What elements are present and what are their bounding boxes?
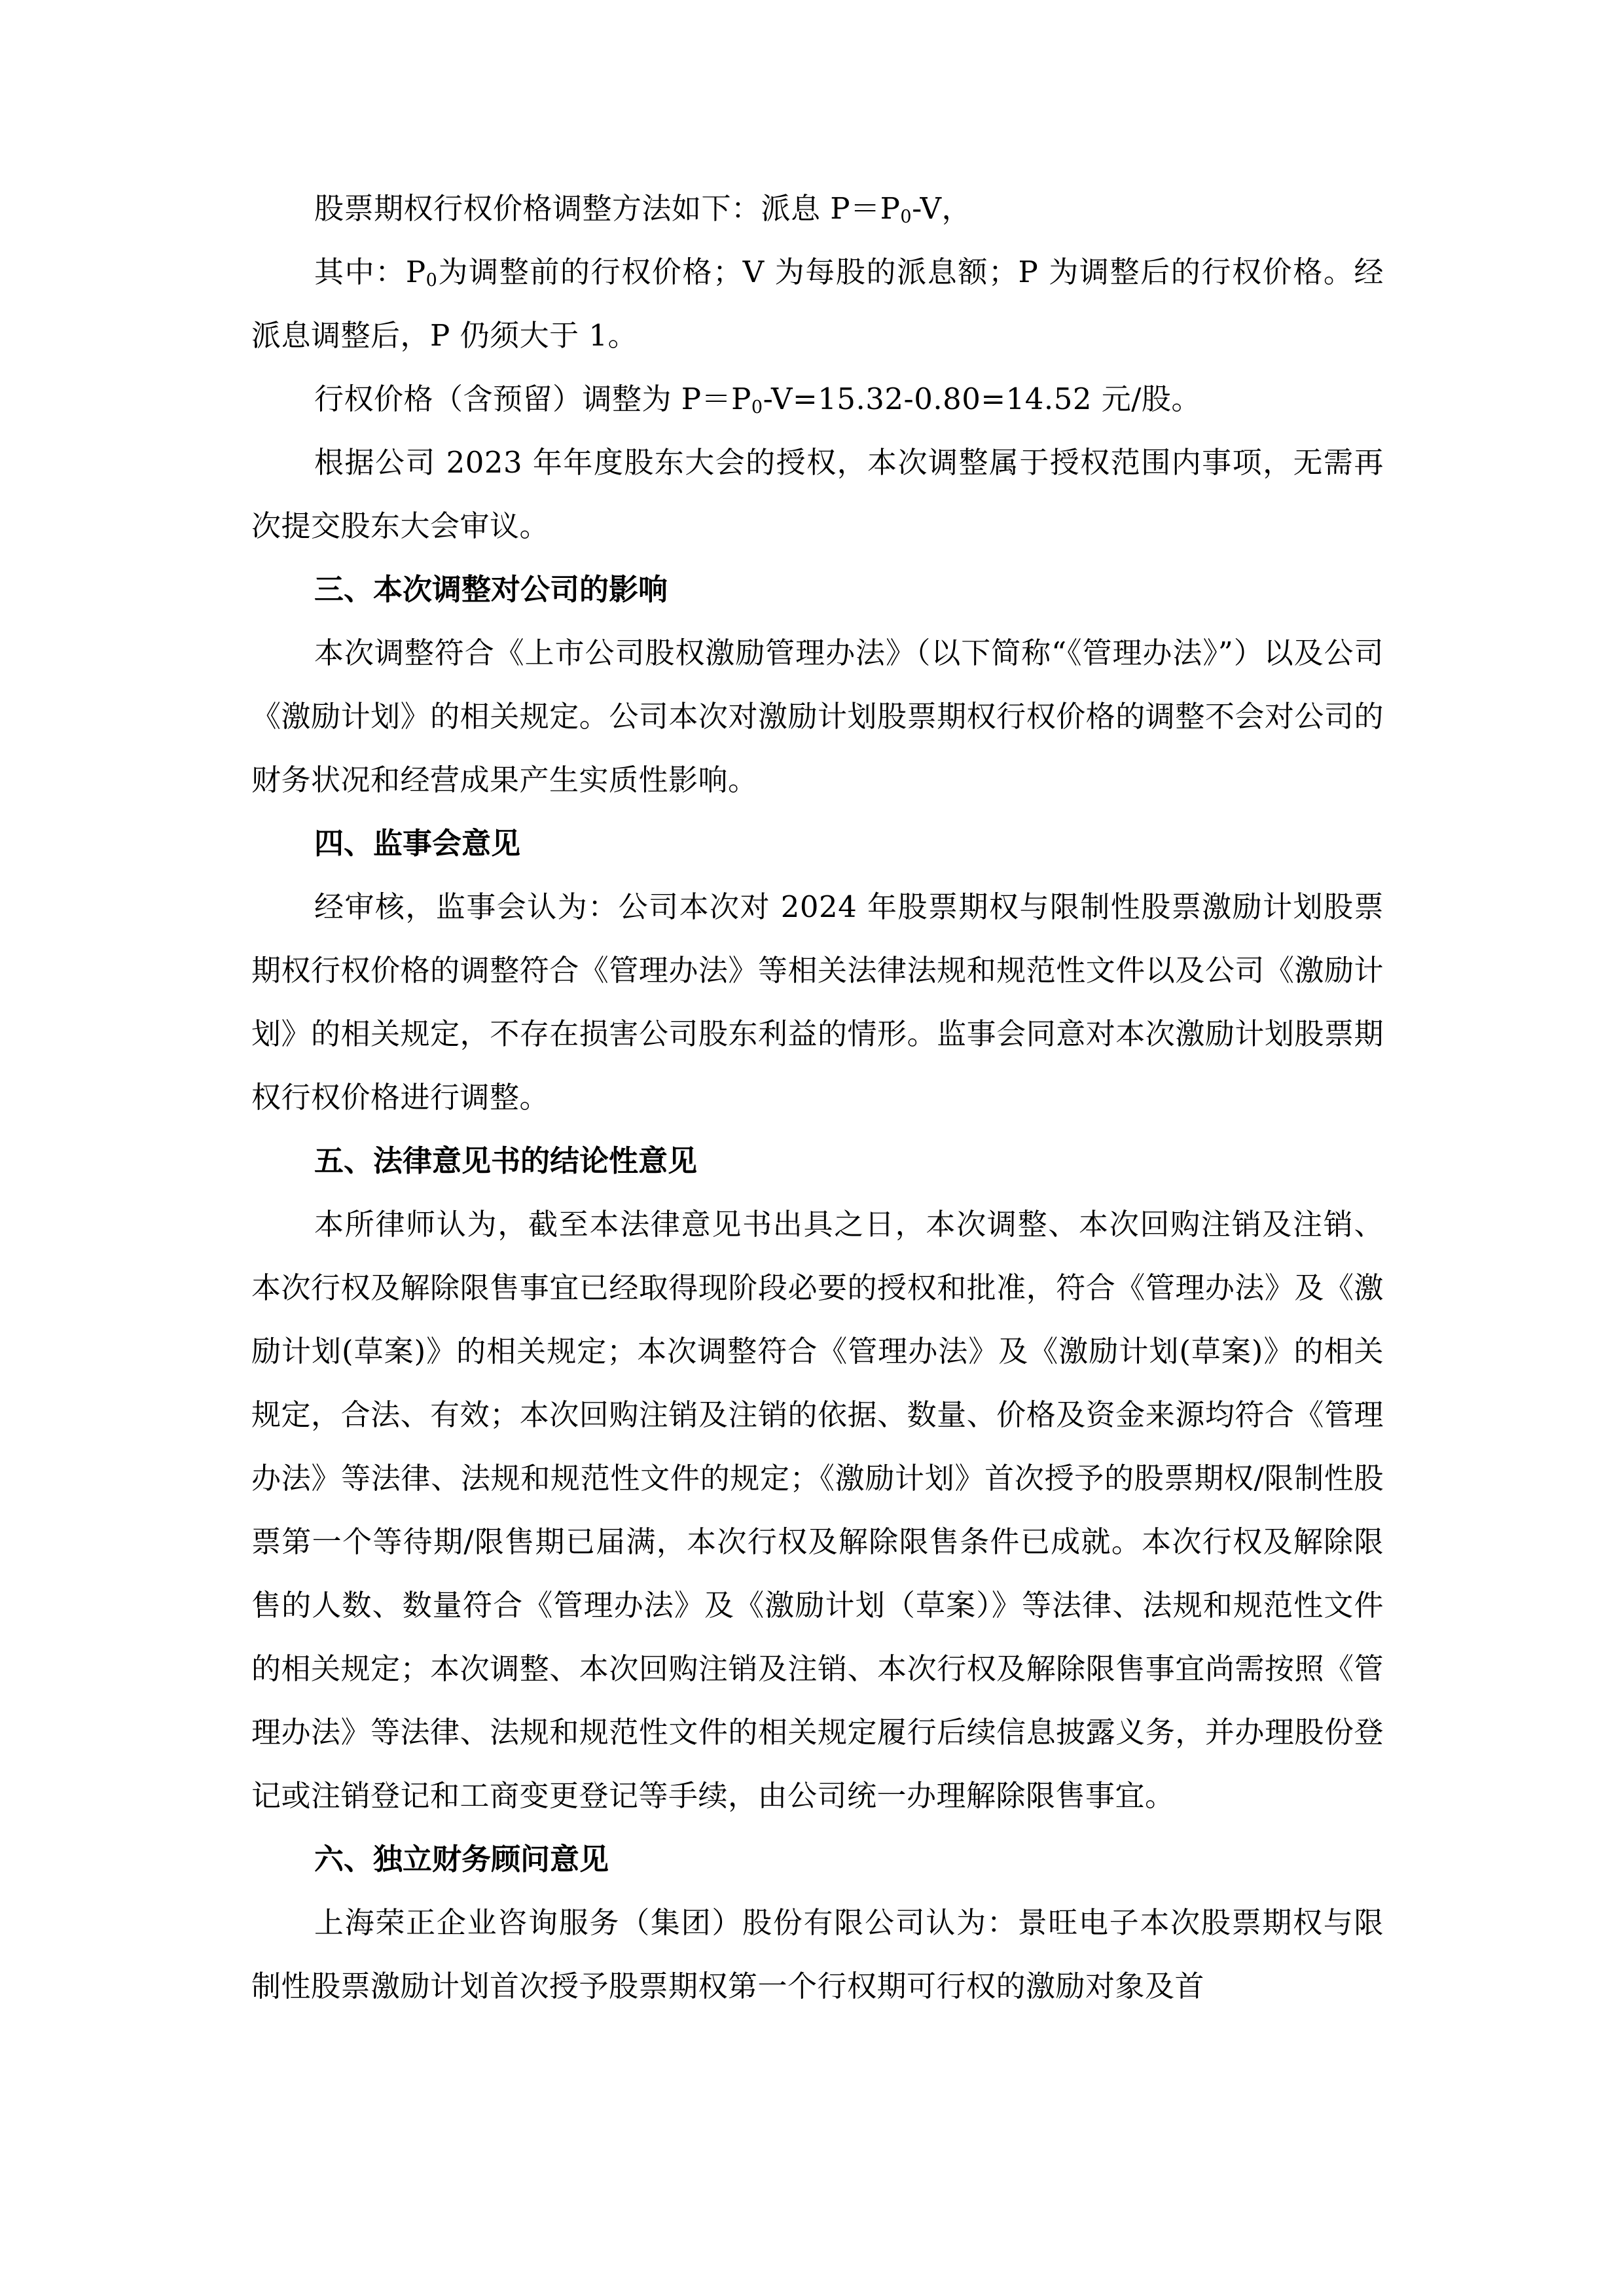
definition-paragraph: [251, 240, 1384, 367]
section5-heading: 五、法律意见书的结论性意见: [314, 1143, 698, 1178]
subscript-zero: 0: [425, 270, 438, 291]
formula-text-end: -V，: [912, 191, 971, 226]
price-paragraph: [251, 367, 1384, 431]
section3-heading: 三、本次调整对公司的影响: [314, 572, 668, 607]
section5-body: 本所律师认为，截至本法律意见书出具之日，本次调整、本次回购注销及注销、本次行权及解除限售事宜已经取得现阶段必要的授权和批准，符合《管理办法》及《激励计划(草案)》的相关规定；本次调整符合《管理办法》及《激励计划(草案)》的相关规定，合法、有效；本次回购注销及注销的依据、数量、价格及资金来源均符合《管理办法》等法律、法规和规范性文件的规定；《激励计划》首次授予的股票期权/限制性股票第一个等待期/限售期已届满，本次行权及解除限售条件已成就。本次行权及解除限售的人数、数量符合《管理办法》及《激励计划（草案）》等法律、法规和规范性文件的相关规定；本次调整、本次回购注销及注销、本次行权及解除限售事宜尚需按照《管理办法》等法律、法规和规范性文件的相关规定履行后续信息披露义务，并办理股份登记或注销登记和工商变更登记等手续，由公司统一办理解除限售事宜。: [251, 1207, 1384, 1813]
section3-body: 本次调整符合《上市公司股权激励管理办法》（以下简称“《管理办法》”）以及公司《激励计划》的相关规定。公司本次对激励计划股票期权行权价格的调整不会对公司的财务状况和经营成果产生实质性影响。: [251, 636, 1384, 797]
section6-body: 上海荣正企业咨询服务（集团）股份有限公司认为：景旺电子本次股票期权与限制性股票激励计划首次授予股票期权第一个行权期可行权的激励对象及首: [251, 1905, 1384, 2003]
document-body: [251, 177, 1384, 2018]
formula-text: 股票期权行权价格调整方法如下：派息 P＝P: [314, 191, 901, 226]
section4-heading: 四、监事会意见: [314, 826, 521, 861]
definition-text: 其中：P: [314, 255, 426, 289]
subscript-zero: 0: [751, 397, 763, 418]
section4-body: 经审核，监事会认为：公司本次对 2024 年股票期权与限制性股票激励计划股票期权行权价格的调整符合《管理办法》等相关法律法规和规范性文件以及公司《激励计划》的相关规定，不存在损害公司股东利益的情形。监事会同意对本次激励计划股票期权行权价格进行调整。: [251, 889, 1384, 1115]
formula-paragraph: [251, 177, 1384, 240]
definition-text-end: 为调整前的行权价格；V 为每股的派息额；P 为调整后的行权价格。经派息调整后，P 仍须大于 1。: [251, 255, 1384, 353]
price-text-end: -V=15.32-0.80=14.52 元/股。: [763, 382, 1201, 416]
price-text: 行权价格（含预留）调整为 P＝P: [314, 382, 751, 416]
section6-heading: 六、独立财务顾问意见: [314, 1842, 609, 1876]
authorization-paragraph: 根据公司 2023 年年度股东大会的授权，本次调整属于授权范围内事项，无需再次提交股东大会审议。: [251, 445, 1384, 543]
subscript-zero: 0: [900, 207, 912, 227]
